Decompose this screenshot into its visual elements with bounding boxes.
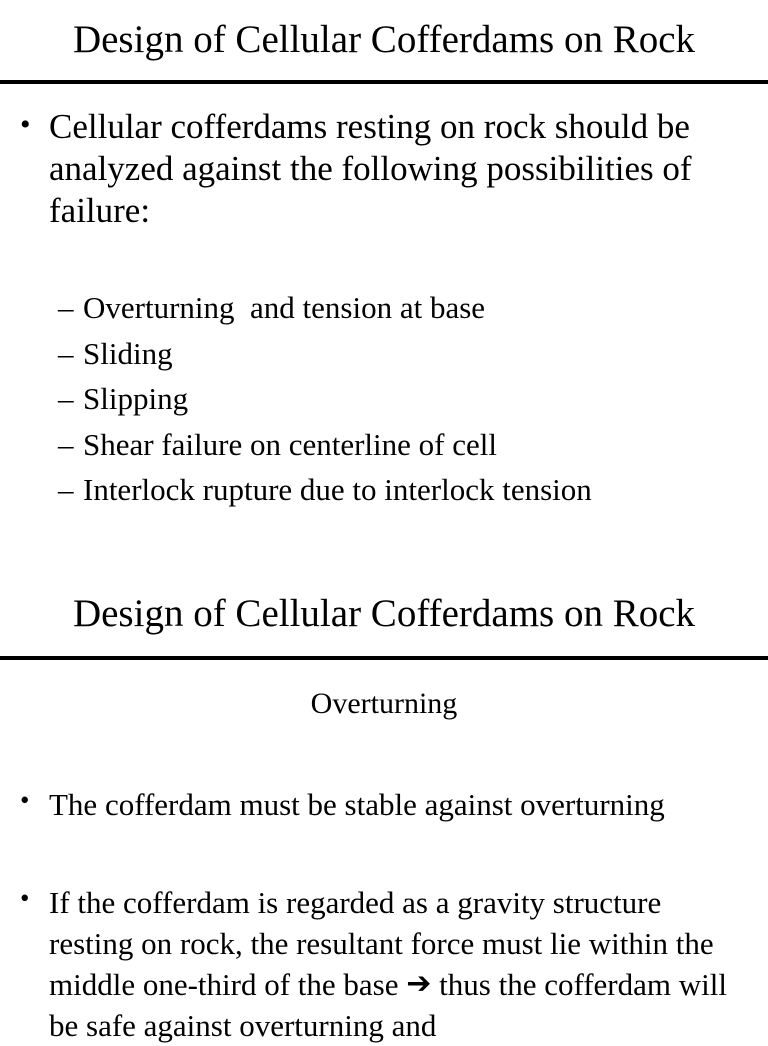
bullet-marker: •: [20, 108, 31, 141]
dash-marker: –: [58, 290, 74, 325]
bullet-text: [49, 883, 739, 1046]
dash-marker: –: [58, 381, 74, 416]
list-item: [58, 285, 592, 331]
list-item-text: Overturning and tension at base: [83, 290, 486, 325]
dash-marker: –: [58, 472, 74, 507]
list-item-text: Slipping: [83, 381, 189, 416]
list-item-text: Sliding: [83, 335, 173, 371]
right-arrow-icon: ➔: [406, 966, 432, 1001]
list-item-text: Interlock rupture due to interlock tension: [83, 472, 592, 507]
slide-title: Design of Cellular Cofferdams on Rock: [72, 18, 696, 61]
bullet-marker: •: [20, 883, 30, 913]
list-item-text: Shear failure on centerline of cell: [83, 426, 497, 462]
dash-marker: –: [58, 426, 74, 462]
list-item: [58, 467, 592, 513]
title-divider: [0, 656, 768, 660]
slide-title: Design of Cellular Cofferdams on Rock: [72, 592, 696, 635]
title-divider: [0, 80, 768, 84]
bullet-text: Cellular cofferdams resting on rock should be analyzed against the following possibilities of failure:: [49, 107, 692, 230]
bullet-marker: •: [20, 785, 30, 815]
section-subheading: Overturning: [310, 687, 458, 720]
bullet-text-part: If the cofferdam is regarded as a gravity structure resting on rock, the resultant force must lie within the middle one-third of the base: [49, 885, 714, 1002]
bullet-text: The cofferdam must be stable against overturning: [49, 787, 665, 822]
failure-modes-list: [58, 285, 592, 513]
list-item: [58, 376, 592, 422]
list-item: [58, 331, 592, 377]
bullet-text-part: thus the cofferdam will be safe against overturning and: [49, 967, 727, 1043]
dash-marker: –: [58, 335, 74, 371]
list-item: [58, 422, 592, 468]
